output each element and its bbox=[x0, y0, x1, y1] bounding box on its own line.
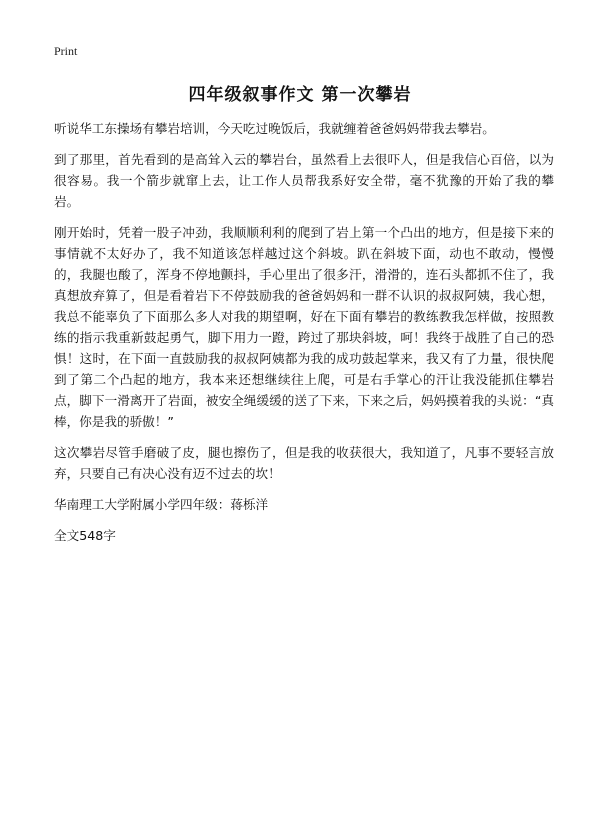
article-body bbox=[54, 118, 554, 556]
word-count: 全文548字 bbox=[54, 528, 116, 543]
paragraph-intro: 听说华工东操场有攀岩培训，今天吃过晚饭后，我就缠着爸爸妈妈带我去攀岩。 bbox=[54, 121, 495, 136]
author-line: 华南理工大学附属小学四年级：蒋栎洋 bbox=[54, 497, 269, 512]
print-link[interactable]: Print bbox=[54, 44, 78, 58]
article-title: 四年级叙事作文 第一次攀岩 bbox=[188, 85, 412, 105]
paragraph-conclusion: 这次攀岩尽管手磨破了皮，腿也擦伤了，但是我的收获很大，我知道了，凡事不要轻言放弃，只要自己有决心没有迈不过去的坎！ bbox=[54, 445, 554, 481]
paragraph-climb: 刚开始时，凭着一股子冲劲，我顺顺利利的爬到了岩上第一个凸出的地方，但是接下来的事情就不太好办了，我不知道该怎样越过这个斜坡。趴在斜坡下面，动也不敢动，慢慢的，我腿也酸了，浑身不停地颤抖，手心里出了很多汗，滑滑的，连石头都抓不住了，我真想放弃算了，但是看着岩下不停鼓励我的爸爸妈妈和一群不认识的叔叔阿姨，我心想，我总不能辜负了下面那么多人对我的期望啊，好在下面有攀岩的教练教我怎样做，按照教练的指示我重新鼓起勇气，脚下用力一蹬，跨过了那块斜坡，呵！我终于战胜了自己的恐惧！这时，在下面一直鼓励我的叔叔阿姨都为我的成功鼓起掌来，我又有了力量，很快爬到了第二个凸起的地方，我本来还想继续往上爬，可是右手掌心的汗让我没能抓住攀岩点，脚下一滑离开了岩面，被安全绳缓缓的送了下来，下来之后，妈妈摸着我的头说：“真棒，你是我的骄傲！” bbox=[54, 225, 554, 429]
paragraph-arrival: 到了那里，首先看到的是高耸入云的攀岩台，虽然看上去很吓人，但是我信心百倍，以为很容易。我一个箭步就窜上去，让工作人员帮我系好安全带，毫不犹豫的开始了我的攀岩。 bbox=[54, 152, 554, 209]
